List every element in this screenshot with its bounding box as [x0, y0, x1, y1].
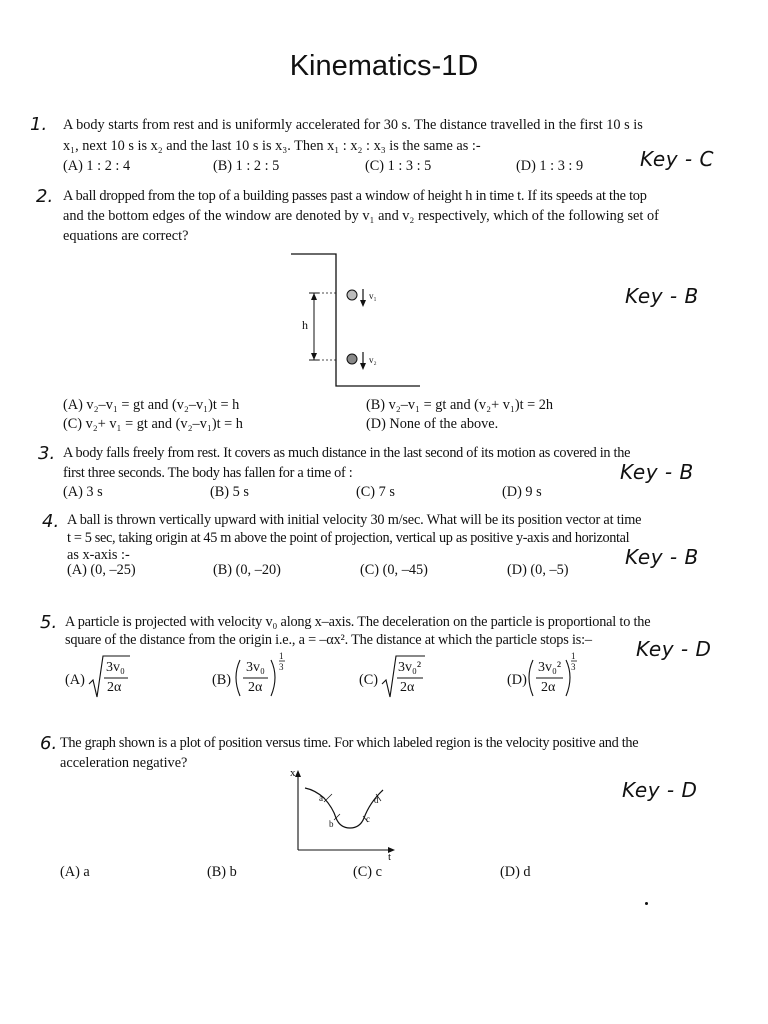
- question-6-option-d: (D) d: [500, 864, 531, 880]
- question-2-line-3: equations are correct?: [63, 228, 189, 244]
- question-1-option-c: (C) 1 : 3 : 5: [365, 158, 432, 174]
- question-4-line-1: A ball is thrown vertically upward with initial velocity 30 m/sec. What will be its position vector at time: [67, 512, 642, 528]
- question-1-option-b: (B) 1 : 2 : 5: [213, 158, 280, 174]
- page-title: Kinematics-1D: [289, 50, 479, 82]
- question-4-line-2: t = 5 sec, taking origin at 45 m above the point of projection, vertical up as positive y-axis and horizontal: [67, 530, 630, 546]
- question-6-option-a: (A) a: [60, 864, 90, 880]
- question-6-line-2: acceleration negative?: [60, 755, 188, 771]
- option-b-exponent-numerator: 1: [279, 651, 284, 661]
- option-d-denominator: 2α: [541, 680, 556, 695]
- option-c-denominator: 2α: [400, 680, 415, 695]
- question-2-number: 2.: [36, 186, 54, 207]
- question-6-option-c: (C) c: [353, 864, 382, 880]
- option-d-numerator: 3v₀²: [538, 660, 562, 675]
- figure-height-label: h: [302, 318, 308, 332]
- question-3-line-2: first three seconds. The body has fallen for a time of :: [63, 465, 353, 481]
- question-5-answer-key: Key - D: [636, 637, 712, 661]
- question-3-number: 3.: [38, 443, 56, 464]
- question-1-answer-key: Key - C: [640, 147, 714, 171]
- graph-region-d-label: d: [374, 795, 379, 805]
- question-5-number: 5.: [40, 612, 58, 633]
- option-d-exponent-numerator: 1: [571, 651, 576, 661]
- question-3-line-1: A body falls freely from rest. It covers as much distance in the last second of its motion as covered in the: [63, 445, 631, 461]
- graph-region-c-label: c: [366, 814, 370, 824]
- option-b-denominator: 2α: [248, 680, 263, 695]
- question-4-number: 4.: [42, 511, 60, 532]
- question-3-option-b: (B) 5 s: [210, 484, 249, 500]
- graph-x-axis-label: t: [388, 851, 392, 863]
- stray-dot: [645, 902, 648, 905]
- graph-y-axis-label: x: [290, 767, 296, 779]
- question-6-line-1: The graph shown is a plot of position versus time. For which labeled region is the velocity positive and the: [60, 735, 639, 751]
- question-6-answer-key: Key - D: [622, 778, 698, 802]
- question-1-line-1: A body starts from rest and is uniformly accelerated for 30 s. The distance travelled in the first 10 s is: [63, 117, 643, 133]
- question-2-option-d: (D) None of the above.: [366, 416, 499, 432]
- question-4-line-3: as x-axis :-: [67, 547, 130, 563]
- option-b-numerator: 3v₀: [246, 660, 265, 675]
- figure-v2-label: v₂: [369, 355, 377, 365]
- question-5-option-a-label: (A): [65, 672, 85, 688]
- question-5-option-b-label: (B): [212, 672, 232, 688]
- question-4-answer-key: Key - B: [625, 545, 699, 569]
- question-3-option-c: (C) 7 s: [356, 484, 395, 500]
- option-a-denominator: 2α: [107, 680, 122, 695]
- question-5-line-1: A particle is projected with velocity v₀ along x–axis. The deceleration on the particle is proportional to the: [65, 614, 651, 630]
- figure-v1-label: v₁: [369, 291, 377, 301]
- question-2-option-b: (B) v₂–v₁ = gt and (v₂+ v₁)t = 2h: [366, 397, 554, 413]
- question-1-option-a: (A) 1 : 2 : 4: [63, 158, 131, 174]
- option-d-exponent-denominator: 3: [571, 662, 576, 672]
- question-6-number: 6.: [40, 733, 58, 754]
- question-4-option-d: (D) (0, –5): [507, 562, 569, 578]
- question-2-answer-key: Key - B: [625, 284, 699, 308]
- question-6-option-b: (B) b: [207, 864, 237, 880]
- option-b-exponent-denominator: 3: [279, 662, 284, 672]
- question-4-option-c: (C) (0, –45): [360, 562, 428, 578]
- question-4-option-a: (A) (0, –25): [67, 562, 136, 578]
- question-3-option-a: (A) 3 s: [63, 484, 103, 500]
- option-c-numerator: 3v₀²: [398, 660, 422, 675]
- question-1-option-d: (D) 1 : 3 : 9: [516, 158, 584, 174]
- graph-region-b-label: b: [329, 819, 334, 829]
- graph-region-a-label: a: [319, 793, 323, 803]
- question-2-line-2: and the bottom edges of the window are denoted by v₁ and v₂ respectively, which of the following set of: [63, 208, 659, 224]
- question-1-number: 1.: [30, 114, 48, 135]
- question-3-option-d: (D) 9 s: [502, 484, 542, 500]
- question-5-line-2: square of the distance from the origin i.e., a = –αx². The distance at which the particle stops is:–: [65, 632, 592, 648]
- question-3-answer-key: Key - B: [620, 460, 694, 484]
- option-a-numerator: 3v₀: [106, 660, 125, 675]
- question-1-line-2: x₁, next 10 s is x₂ and the last 10 s is x₃. Then x₁ : x₂ : x₃ is the same as :-: [63, 138, 481, 154]
- question-5-option-d-label: (D): [507, 672, 527, 688]
- question-2-option-c: (C) v₂+ v₁ = gt and (v₂–v₁)t = h: [63, 416, 243, 432]
- question-4-option-b: (B) (0, –20): [213, 562, 281, 578]
- question-2-line-1: A ball dropped from the top of a building passes past a window of height h in time t. If its speeds at the top: [63, 188, 647, 204]
- question-2-option-a: (A) v₂–v₁ = gt and (v₂–v₁)t = h: [63, 397, 240, 413]
- question-5-option-c-label: (C): [359, 672, 379, 688]
